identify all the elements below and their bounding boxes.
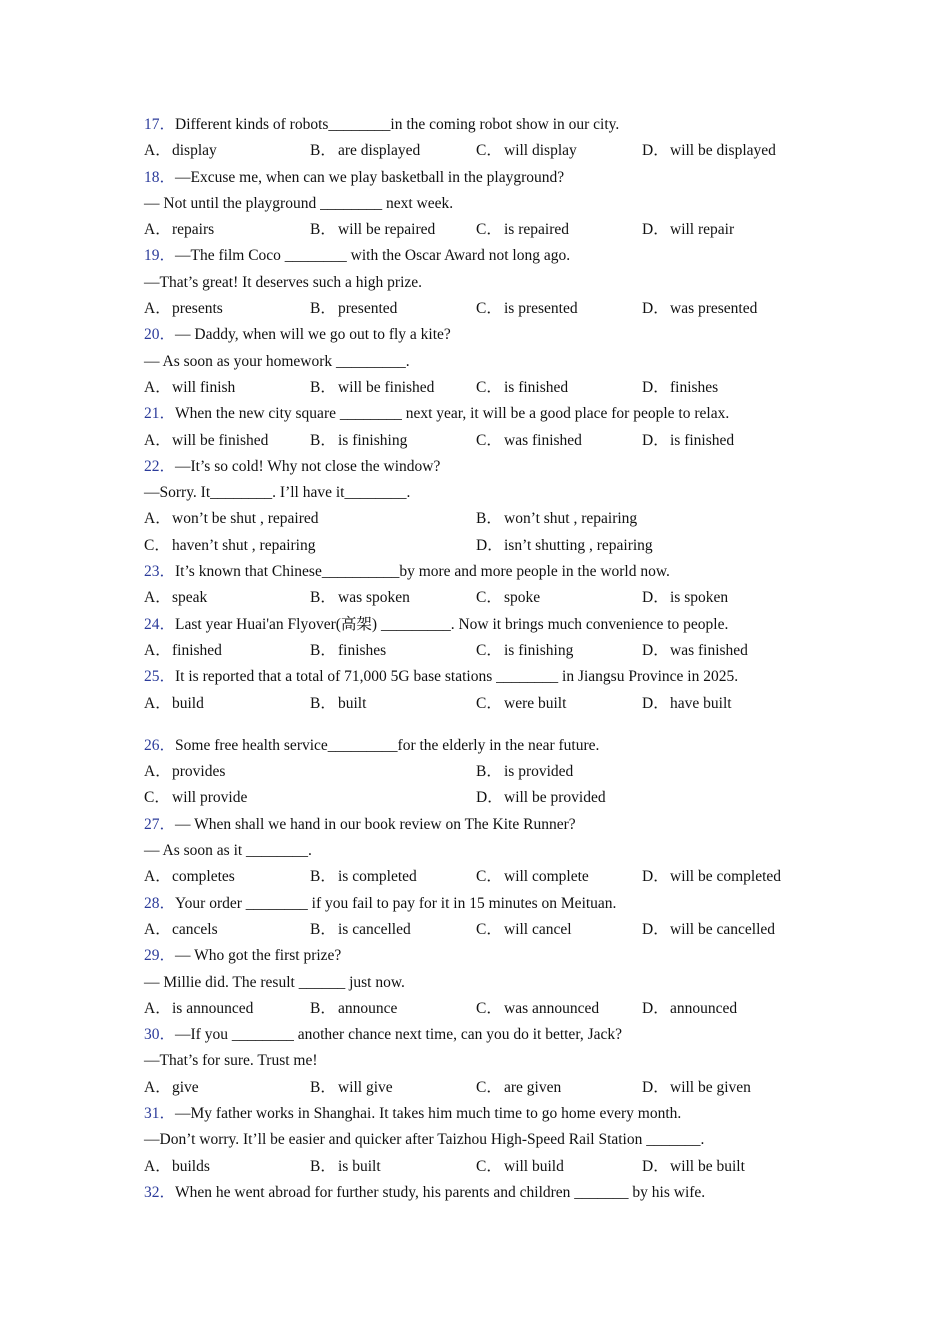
option-letter: A． — [144, 589, 171, 607]
option-letter: C． — [476, 694, 502, 712]
answer-option[interactable] — [310, 917, 476, 943]
answer-option[interactable] — [476, 296, 642, 322]
option-letter: D． — [642, 589, 669, 607]
dialogue-line — [144, 191, 834, 217]
option-letter: A． — [144, 300, 171, 318]
option-text: built — [338, 694, 367, 712]
question-block — [144, 1180, 834, 1206]
answer-option[interactable] — [310, 138, 476, 164]
question-text: — As soon as it ________. — [144, 842, 312, 860]
option-letter: B． — [310, 589, 336, 607]
option-text: have built — [670, 694, 732, 712]
answer-option[interactable] — [642, 917, 808, 943]
option-letter: A． — [144, 999, 171, 1017]
option-letter: A． — [144, 1157, 171, 1175]
option-letter: B． — [310, 378, 336, 396]
option-row — [144, 1154, 834, 1180]
option-text: spoke — [504, 589, 541, 607]
answer-option[interactable] — [144, 759, 476, 785]
answer-option[interactable] — [476, 864, 642, 890]
question-stem — [144, 112, 834, 138]
option-letter: D． — [642, 300, 669, 318]
option-text: is finishing — [338, 431, 408, 449]
option-text: builds — [172, 1157, 210, 1175]
option-text: will be provided — [504, 789, 606, 807]
option-text: will finish — [172, 378, 236, 396]
question-text: — Millie did. The result ______ just now. — [144, 973, 405, 991]
option-text: presented — [338, 300, 398, 318]
option-row — [144, 375, 834, 401]
answer-option[interactable] — [144, 864, 310, 890]
dialogue-line — [144, 480, 834, 506]
option-text: will repair — [670, 221, 735, 239]
question-text: — Who got the first prize? — [175, 947, 342, 965]
question-block — [144, 1101, 834, 1180]
answer-option[interactable] — [144, 1154, 310, 1180]
option-row — [144, 1075, 834, 1101]
option-text: give — [172, 1078, 199, 1096]
question-text: — Daddy, when will we go out to fly a kite? — [175, 326, 451, 344]
option-letter: C． — [476, 142, 502, 160]
option-text: won’t be shut , repaired — [172, 510, 319, 528]
option-text: are given — [504, 1078, 562, 1096]
dialogue-line — [144, 270, 834, 296]
option-text: presents — [172, 300, 223, 318]
option-letter: C． — [476, 868, 502, 886]
option-row — [144, 691, 834, 717]
option-letter: C． — [476, 431, 502, 449]
answer-option[interactable] — [144, 506, 476, 532]
answer-option[interactable] — [476, 759, 808, 785]
option-row — [144, 917, 834, 943]
answer-option[interactable] — [144, 428, 310, 454]
option-text: display — [172, 142, 217, 160]
answer-option[interactable] — [144, 917, 310, 943]
answer-option[interactable] — [144, 691, 310, 717]
option-letter: C． — [476, 920, 502, 938]
option-letter: C． — [476, 378, 502, 396]
question-block — [144, 943, 834, 1022]
option-letter: D． — [642, 431, 669, 449]
answer-option[interactable] — [144, 296, 310, 322]
option-letter: B． — [310, 431, 336, 449]
option-letter: D． — [476, 536, 503, 554]
option-text: will be finished — [338, 378, 435, 396]
option-row — [144, 138, 834, 164]
option-letter: D． — [642, 920, 669, 938]
option-letter: D． — [642, 999, 669, 1017]
option-text: is built — [338, 1157, 381, 1175]
option-letter: D． — [476, 789, 503, 807]
dialogue-line — [144, 349, 834, 375]
option-text: is cancelled — [338, 920, 411, 938]
answer-option[interactable] — [642, 1154, 808, 1180]
option-letter: A． — [144, 920, 171, 938]
option-row — [144, 585, 834, 611]
option-text: was presented — [670, 300, 758, 318]
option-text: haven’t shut , repairing — [172, 536, 316, 554]
question-text: — Not until the playground ________ next week. — [144, 194, 454, 212]
answer-option[interactable] — [642, 375, 808, 401]
option-text: was finished — [504, 431, 582, 449]
option-letter: C． — [476, 1078, 502, 1096]
option-letter: C． — [476, 641, 502, 659]
answer-option[interactable] — [642, 864, 808, 890]
question-text: Your order ________ if you fail to pay for it in 15 minutes on Meituan. — [175, 894, 617, 912]
option-letter: D． — [642, 1157, 669, 1175]
option-letter: D． — [642, 221, 669, 239]
option-letter: C． — [144, 536, 170, 554]
question-stem — [144, 1180, 834, 1206]
question-block — [144, 454, 834, 559]
question-text: — When shall we hand in our book review on The Kite Runner? — [175, 815, 576, 833]
option-text: was finished — [670, 641, 748, 659]
answer-option[interactable] — [476, 585, 642, 611]
question-text: Last year Huai'an Flyover(高架) _________. Now it brings much convenience to people. — [175, 615, 729, 633]
answer-option[interactable] — [476, 1154, 642, 1180]
option-text: is finished — [670, 431, 735, 449]
answer-option[interactable] — [476, 691, 642, 717]
option-letter: C． — [476, 589, 502, 607]
option-row — [144, 217, 834, 243]
option-letter: A． — [144, 510, 171, 528]
option-letter: D． — [642, 142, 669, 160]
option-row — [144, 996, 834, 1022]
question-text: —Excuse me, when can we play basketball in the playground? — [175, 168, 565, 186]
option-text: is announced — [172, 999, 254, 1017]
answer-option[interactable] — [476, 506, 808, 532]
answer-option[interactable] — [642, 296, 808, 322]
answer-option[interactable] — [144, 1075, 310, 1101]
option-letter: B． — [310, 999, 336, 1017]
option-text: will be repaired — [338, 221, 436, 239]
option-letter: B． — [476, 510, 502, 528]
option-text: will display — [504, 142, 577, 160]
dialogue-line — [144, 1127, 834, 1153]
answer-option[interactable] — [310, 375, 476, 401]
question-text: —That’s for sure. Trust me! — [144, 1052, 318, 1070]
answer-option[interactable] — [144, 138, 310, 164]
question-stem — [144, 612, 834, 638]
option-text: is repaired — [504, 221, 569, 239]
answer-option[interactable] — [144, 585, 310, 611]
option-letter: B． — [310, 1157, 336, 1175]
answer-option[interactable] — [144, 375, 310, 401]
option-text: build — [172, 694, 204, 712]
dialogue-line — [144, 838, 834, 864]
answer-option[interactable] — [476, 996, 642, 1022]
answer-option[interactable] — [476, 638, 642, 664]
option-text: won’t shut , repairing — [504, 510, 638, 528]
option-text: finishes — [338, 641, 387, 659]
question-text: —That’s great! It deserves such a high prize. — [144, 273, 423, 291]
question-stem — [144, 733, 834, 759]
option-text: isn’t shutting , repairing — [504, 536, 653, 554]
question-stem — [144, 1101, 834, 1127]
question-text: When the new city square ________ next year, it will be a good place for people to relax. — [175, 405, 730, 423]
option-text: provides — [172, 763, 226, 781]
answer-option[interactable] — [476, 428, 642, 454]
question-stem — [144, 1022, 834, 1048]
question-text: —Sorry. It________. I’ll have it________. — [144, 484, 411, 502]
answer-option[interactable] — [642, 585, 808, 611]
option-letter: B． — [310, 920, 336, 938]
option-text: finished — [172, 641, 222, 659]
option-text: will give — [338, 1078, 393, 1096]
question-list — [144, 112, 834, 1206]
question-stem — [144, 322, 834, 348]
question-stem — [144, 243, 834, 269]
question-block — [144, 891, 834, 944]
option-text: will complete — [504, 868, 589, 886]
option-letter: B． — [476, 763, 502, 781]
answer-option[interactable] — [642, 691, 808, 717]
option-text: is finished — [504, 378, 569, 396]
question-stem — [144, 891, 834, 917]
question-number: 30． — [144, 1026, 176, 1044]
option-text: cancels — [172, 920, 218, 938]
option-text: was spoken — [338, 589, 410, 607]
option-letter: C． — [144, 789, 170, 807]
section-gap — [144, 717, 834, 733]
dialogue-line — [144, 970, 834, 996]
question-number: 32． — [144, 1183, 176, 1201]
question-number: 18． — [144, 168, 176, 186]
question-block — [144, 664, 834, 733]
option-row — [144, 785, 834, 811]
question-number: 19． — [144, 247, 176, 265]
option-letter: B． — [310, 694, 336, 712]
answer-option[interactable] — [310, 585, 476, 611]
question-number: 20． — [144, 326, 176, 344]
option-letter: B． — [310, 300, 336, 318]
answer-option[interactable] — [310, 1075, 476, 1101]
answer-option[interactable] — [144, 638, 310, 664]
question-block — [144, 322, 834, 401]
answer-option[interactable] — [642, 428, 808, 454]
answer-option[interactable] — [310, 638, 476, 664]
question-number: 26． — [144, 736, 176, 754]
option-text: will be built — [670, 1157, 745, 1175]
option-text: announce — [338, 999, 398, 1017]
option-text: will cancel — [504, 920, 572, 938]
option-text: will be completed — [670, 868, 782, 886]
option-text: will be cancelled — [670, 920, 776, 938]
question-text: Different kinds of robots________in the coming robot show in our city. — [175, 116, 620, 133]
question-number: 25． — [144, 668, 176, 686]
option-letter: D． — [642, 694, 669, 712]
option-letter: B． — [310, 868, 336, 886]
option-letter: D． — [642, 641, 669, 659]
option-row — [144, 638, 834, 664]
option-letter: A． — [144, 868, 171, 886]
answer-option[interactable] — [310, 864, 476, 890]
answer-option[interactable] — [144, 217, 310, 243]
option-letter: A． — [144, 221, 171, 239]
answer-option[interactable] — [310, 1154, 476, 1180]
question-block — [144, 612, 834, 665]
answer-option[interactable] — [642, 138, 808, 164]
option-text: announced — [670, 999, 738, 1017]
option-text: repairs — [172, 221, 215, 239]
answer-option[interactable] — [476, 785, 808, 811]
question-text: —Don’t worry. It’ll be easier and quicker after Taizhou High-Speed Rail Station _______. — [144, 1131, 705, 1149]
question-text: Some free health service_________for the elderly in the near future. — [175, 736, 600, 754]
answer-option[interactable] — [642, 638, 808, 664]
option-letter: D． — [642, 1078, 669, 1096]
option-letter: A． — [144, 763, 171, 781]
option-text: will be displayed — [670, 142, 776, 160]
question-stem — [144, 454, 834, 480]
answer-option[interactable] — [310, 428, 476, 454]
answer-option[interactable] — [642, 996, 808, 1022]
answer-option[interactable] — [144, 996, 310, 1022]
option-text: finishes — [670, 378, 719, 396]
question-text: —If you ________ another chance next time, can you do it better, Jack? — [175, 1026, 623, 1044]
option-row — [144, 533, 834, 559]
answer-option[interactable] — [476, 917, 642, 943]
question-text: — As soon as your homework _________. — [144, 352, 410, 370]
option-text: was announced — [504, 999, 600, 1017]
answer-option[interactable] — [310, 691, 476, 717]
question-number: 23． — [144, 563, 176, 581]
option-text: is presented — [504, 300, 578, 318]
answer-option[interactable] — [310, 296, 476, 322]
answer-option[interactable] — [476, 138, 642, 164]
question-number: 31． — [144, 1104, 176, 1122]
option-letter: B． — [310, 142, 336, 160]
option-letter: C． — [476, 1157, 502, 1175]
answer-option[interactable] — [476, 533, 808, 559]
answer-option[interactable] — [310, 217, 476, 243]
question-number: 22． — [144, 457, 176, 475]
option-text: will be finished — [172, 431, 269, 449]
option-letter: A． — [144, 641, 171, 659]
option-text: were built — [504, 694, 567, 712]
option-letter: C． — [476, 999, 502, 1017]
option-text: speak — [172, 589, 208, 607]
question-stem — [144, 812, 834, 838]
question-number: 21． — [144, 405, 176, 423]
option-text: is finishing — [504, 641, 574, 659]
option-text: will provide — [172, 789, 248, 807]
answer-option[interactable] — [476, 1075, 642, 1101]
option-text: is completed — [338, 868, 417, 886]
option-letter: B． — [310, 641, 336, 659]
question-text: It’s known that Chinese__________by more and more people in the world now. — [175, 563, 670, 581]
option-row — [144, 506, 834, 532]
option-letter: D． — [642, 868, 669, 886]
option-text: completes — [172, 868, 235, 886]
question-number: 28． — [144, 894, 176, 912]
option-row — [144, 864, 834, 890]
question-number: 27． — [144, 815, 176, 833]
dialogue-line — [144, 1048, 834, 1074]
answer-option[interactable] — [310, 996, 476, 1022]
question-text: —The film Coco ________ with the Oscar Award not long ago. — [175, 247, 571, 265]
question-block — [144, 401, 834, 454]
option-text: is provided — [504, 763, 574, 781]
option-row — [144, 296, 834, 322]
answer-option[interactable] — [642, 1075, 808, 1101]
option-letter: B． — [310, 221, 336, 239]
question-block — [144, 243, 834, 322]
option-text: will be given — [670, 1078, 751, 1096]
question-text: It is reported that a total of 71,000 5G base stations ________ in Jiangsu Province in 2025. — [175, 668, 739, 686]
option-letter: C． — [476, 300, 502, 318]
question-stem — [144, 559, 834, 585]
option-letter: A． — [144, 1078, 171, 1096]
option-letter: C． — [476, 221, 502, 239]
option-text: are displayed — [338, 142, 421, 160]
option-text: will build — [504, 1157, 564, 1175]
option-letter: D． — [642, 378, 669, 396]
question-block — [144, 733, 834, 812]
option-row — [144, 759, 834, 785]
option-letter: B． — [310, 1078, 336, 1096]
question-number: 17． — [144, 116, 176, 133]
question-stem — [144, 401, 834, 427]
answer-option[interactable] — [144, 533, 476, 559]
question-number: 29． — [144, 947, 176, 965]
question-block — [144, 559, 834, 612]
answer-option[interactable] — [476, 375, 642, 401]
question-stem — [144, 165, 834, 191]
option-letter: A． — [144, 431, 171, 449]
answer-option[interactable] — [476, 217, 642, 243]
option-letter: A． — [144, 694, 171, 712]
question-number: 24． — [144, 615, 176, 633]
question-block — [144, 812, 834, 891]
question-text: —My father works in Shanghai. It takes him much time to go home every month. — [175, 1104, 682, 1122]
question-text: —It’s so cold! Why not close the window? — [175, 457, 441, 475]
option-letter: A． — [144, 142, 171, 160]
question-text: When he went abroad for further study, his parents and children _______ by his wife. — [175, 1183, 706, 1201]
question-stem — [144, 664, 834, 690]
question-block — [144, 165, 834, 244]
option-row — [144, 428, 834, 454]
question-block — [144, 112, 834, 165]
question-block — [144, 1022, 834, 1101]
option-letter: A． — [144, 378, 171, 396]
question-stem — [144, 943, 834, 969]
answer-option[interactable] — [642, 217, 808, 243]
answer-option[interactable] — [144, 785, 476, 811]
option-text: is spoken — [670, 589, 729, 607]
